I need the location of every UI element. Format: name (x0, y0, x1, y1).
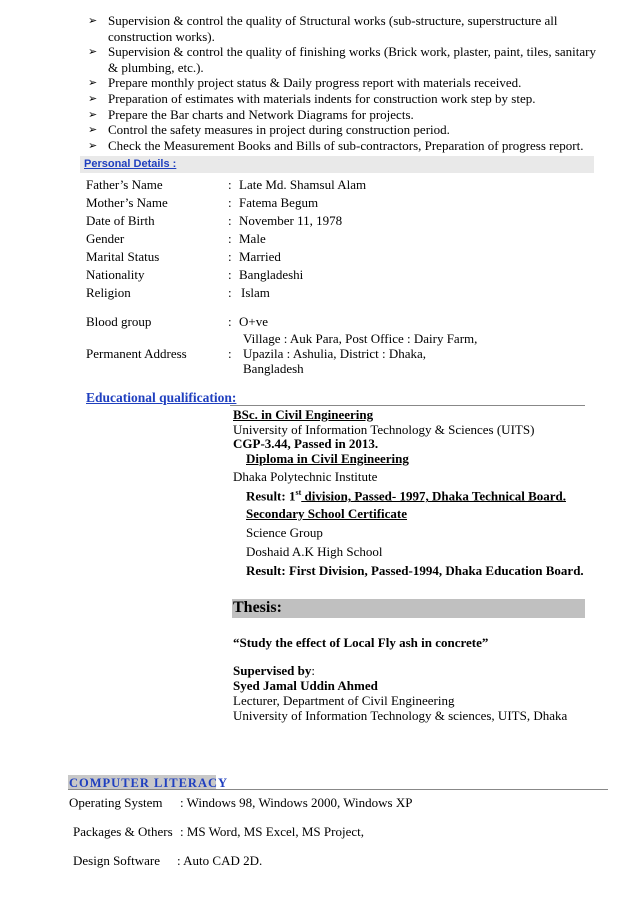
nationality-label: Nationality (86, 267, 145, 282)
gender-value: Male (239, 231, 266, 246)
supervisor-name: Syed Jamal Uddin Ahmed (233, 678, 378, 693)
religion-label: Religion (86, 285, 131, 300)
address-line-2: Upazila : Ashulia, District : Dhaka, (243, 346, 427, 361)
thesis-title: Thesis: (233, 599, 282, 616)
nationality-value: Bangladeshi (239, 267, 304, 282)
gender-label: Gender (86, 231, 125, 246)
permanent-address-label: Permanent Address (86, 346, 187, 361)
colon: : (228, 267, 232, 282)
colon: : (228, 195, 232, 210)
list-item: ➢ Supervision & control the quality of Structural works (sub-structure, superstructure all construction works). (88, 13, 558, 44)
address-line-1: Village : Auk Para, Post Office : Dairy Farm, (243, 331, 478, 346)
diploma-degree: Diploma in Civil Engineering (246, 451, 409, 466)
duties-list (88, 13, 608, 153)
operating-system-value: : Windows 98, Windows 2000, Windows XP (180, 795, 413, 810)
arrow-bullet-icon: ➢ (88, 138, 98, 152)
blood-group-label: Blood group (86, 314, 152, 329)
packages-value: : MS Word, MS Excel, MS Project, (180, 824, 364, 839)
ssc-school: Doshaid A.K High School (246, 544, 383, 559)
bsc-result: CGP-3.44, Passed in 2013. (233, 436, 379, 451)
religion-value: Islam (241, 285, 270, 300)
colon: : (228, 249, 232, 264)
list-item: ➢ Preparation of estimates with materials indents for construction work step by step. (88, 90, 536, 106)
diploma-result: Result: 1st division, Passed- 1997, Dhaka Technical Board. (246, 488, 566, 504)
packages-label: Packages & Others (73, 824, 173, 839)
marital-status-label: Marital Status (86, 249, 160, 264)
colon: : (228, 314, 232, 329)
list-item: ➢ Control the safety measures in project during construction period. (88, 122, 450, 138)
ssc-result: Result: First Division, Passed-1994, Dhaka Education Board. (246, 563, 584, 578)
ssc-degree: Secondary School Certificate (246, 506, 408, 521)
arrow-bullet-icon: ➢ (88, 76, 98, 90)
education-title: Educational qualification: (86, 390, 237, 405)
section-divider (68, 789, 608, 790)
supervised-by: Supervised by: (233, 663, 316, 678)
arrow-bullet-icon: ➢ (88, 91, 98, 105)
operating-system-label: Operating System (69, 795, 163, 810)
bsc-institute: University of Information Technology & Sciences (UITS) (233, 422, 535, 437)
personal-details-title: Personal Details : (84, 158, 177, 170)
ssc-group: Science Group (246, 525, 323, 540)
mother-name-label: Mother’s Name (86, 195, 168, 210)
design-software-value: : Auto CAD 2D. (177, 853, 263, 868)
colon: : (228, 177, 232, 192)
design-software-label: Design Software (73, 853, 161, 868)
dob-label: Date of Birth (86, 213, 155, 228)
colon: : (228, 346, 232, 361)
arrow-bullet-icon: ➢ (88, 45, 98, 59)
arrow-bullet-icon: ➢ (88, 14, 98, 27)
colon: : (228, 285, 232, 300)
supervisor-title: Lecturer, Department of Civil Engineering (233, 693, 455, 708)
father-name-value: Late Md. Shamsul Alam (239, 177, 367, 192)
thesis-header-bar (232, 599, 585, 618)
colon: : (228, 231, 232, 246)
thesis-topic: “Study the effect of Local Fly ash in concrete” (233, 635, 489, 650)
arrow-bullet-icon: ➢ (88, 107, 98, 121)
mother-name-value: Fatema Begum (239, 195, 319, 210)
list-item: ➢ Prepare the Bar charts and Network Diagrams for projects. (88, 106, 414, 122)
dob-value: November 11, 1978 (239, 213, 343, 228)
blood-group-value: O+ve (239, 314, 268, 329)
bsc-degree: BSc. in Civil Engineering (233, 407, 374, 422)
computer-literacy-title: COMPUTER LITERACY (69, 776, 229, 790)
list-item: ➢ Supervision & control the quality of finishing works (Brick work, plaster, paint, tiles, sanitary & plumbing, etc.). (88, 44, 596, 75)
list-item: ➢ Prepare monthly project status & Daily progress report with materials received. (88, 75, 522, 91)
diploma-institute: Dhaka Polytechnic Institute (233, 469, 378, 484)
arrow-bullet-icon: ➢ (88, 123, 98, 137)
list-item: ➢ Check the Measurement Books and Bills of sub-contractors, Preparation of progress report. (88, 137, 584, 153)
marital-status-value: Married (239, 249, 281, 264)
section-divider (230, 405, 585, 406)
address-line-3: Bangladesh (243, 361, 304, 376)
supervisor-university: University of Information Technology & sciences, UITS, Dhaka (233, 708, 568, 723)
colon: : (228, 213, 232, 228)
father-name-label: Father’s Name (86, 177, 163, 192)
